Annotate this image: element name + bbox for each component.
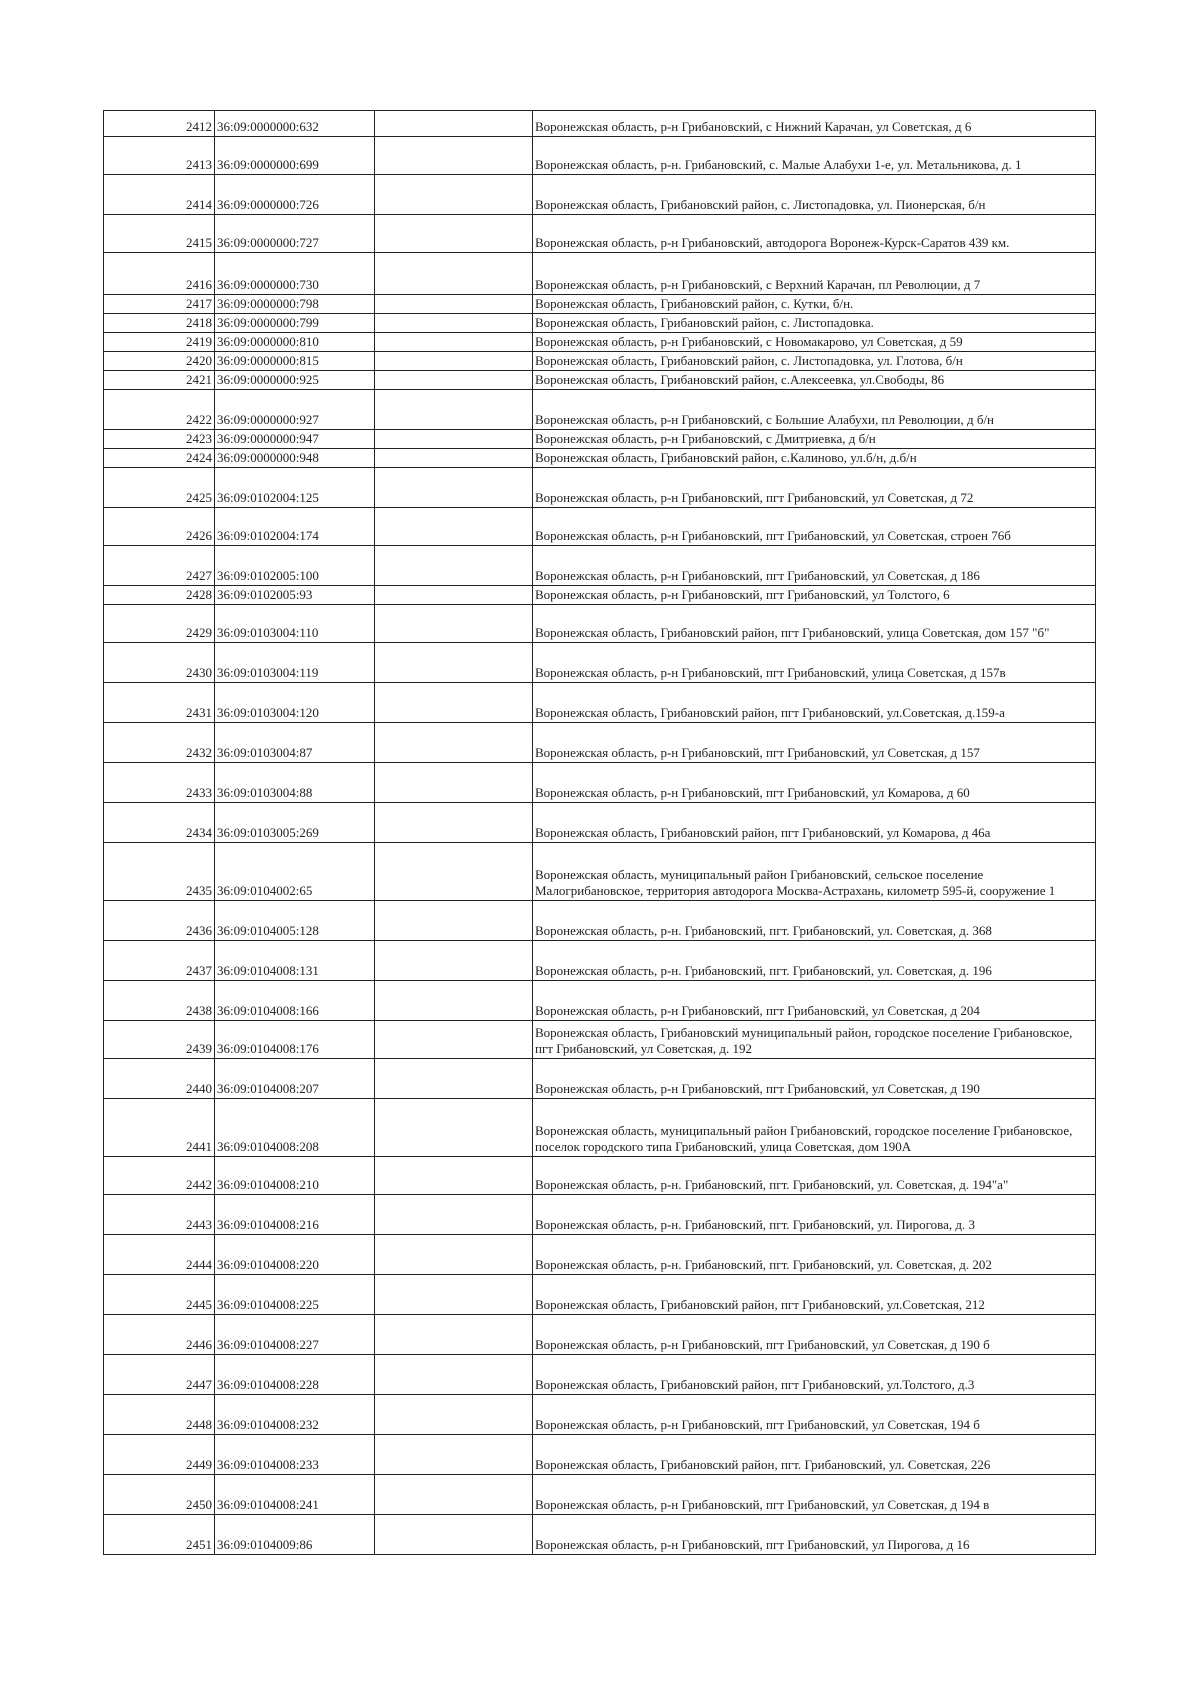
- empty-cell: [375, 901, 533, 941]
- address-cell: Воронежская область, Грибановский район, пгт. Грибановский, ул. Советская, 226: [533, 1435, 1096, 1475]
- empty-cell: [375, 371, 533, 390]
- cadastral-number-cell: 36:09:0103004:87: [215, 723, 375, 763]
- cadastral-number-cell: 36:09:0104009:86: [215, 1515, 375, 1555]
- row-number-cell: 2444: [104, 1235, 215, 1275]
- cadastral-number-cell: 36:09:0000000:727: [215, 215, 375, 253]
- cadastral-number-cell: 36:09:0102005:93: [215, 586, 375, 605]
- table-row: [104, 1435, 1096, 1475]
- cadastral-number-cell: 36:09:0103004:88: [215, 763, 375, 803]
- address-cell: Воронежская область, р-н Грибановский, пгт Грибановский, ул Советская, д 157: [533, 723, 1096, 763]
- empty-cell: [375, 803, 533, 843]
- empty-cell: [375, 430, 533, 449]
- table-row: [104, 763, 1096, 803]
- row-number-cell: 2435: [104, 843, 215, 901]
- address-cell: Воронежская область, р-н. Грибановский, пгт. Грибановский, ул. Пирогова, д. 3: [533, 1195, 1096, 1235]
- table-row: [104, 1355, 1096, 1395]
- address-cell: Воронежская область, муниципальный район Грибановский, сельское поселение Малогрибановское, территория автодорога Москва-Астрахань, километр 595-й, сооружение 1: [533, 843, 1096, 901]
- empty-cell: [375, 941, 533, 981]
- address-cell: Воронежская область, р-н Грибановский, с Нижний Карачан, ул Советская, д 6: [533, 111, 1096, 137]
- table-row: [104, 253, 1096, 295]
- empty-cell: [375, 1395, 533, 1435]
- address-cell: Воронежская область, р-н Грибановский, пгт Грибановский, ул Советская, д 204: [533, 981, 1096, 1021]
- address-cell: Воронежская область, р-н Грибановский, пгт Грибановский, ул Советская, строен 76б: [533, 508, 1096, 546]
- row-number-cell: 2451: [104, 1515, 215, 1555]
- row-number-cell: 2423: [104, 430, 215, 449]
- row-number-cell: 2440: [104, 1059, 215, 1099]
- empty-cell: [375, 1515, 533, 1555]
- empty-cell: [375, 763, 533, 803]
- empty-cell: [375, 295, 533, 314]
- row-number-cell: 2413: [104, 137, 215, 175]
- cadastral-number-cell: 36:09:0102005:100: [215, 546, 375, 586]
- row-number-cell: 2430: [104, 643, 215, 683]
- row-number-cell: 2442: [104, 1157, 215, 1195]
- table-row: [104, 843, 1096, 901]
- cadastral-number-cell: 36:09:0000000:730: [215, 253, 375, 295]
- address-cell: Воронежская область, муниципальный район Грибановский, городское поселение Грибановское, поселок городского типа Грибановский, улица Советская, дом 190А: [533, 1099, 1096, 1157]
- empty-cell: [375, 723, 533, 763]
- cadastral-number-cell: 36:09:0104008:233: [215, 1435, 375, 1475]
- table-row: [104, 352, 1096, 371]
- empty-cell: [375, 586, 533, 605]
- table-row: [104, 1275, 1096, 1315]
- cadastral-number-cell: 36:09:0000000:798: [215, 295, 375, 314]
- cadastral-number-cell: 36:09:0000000:815: [215, 352, 375, 371]
- table-row: [104, 1099, 1096, 1157]
- table-row: [104, 683, 1096, 723]
- address-cell: Воронежская область, Грибановский район, с.Калиново, ул.б/н, д.б/н: [533, 449, 1096, 468]
- empty-cell: [375, 390, 533, 430]
- table-row: [104, 941, 1096, 981]
- table-row: [104, 175, 1096, 215]
- cadastral-number-cell: 36:09:0000000:948: [215, 449, 375, 468]
- empty-cell: [375, 1475, 533, 1515]
- table-row: [104, 546, 1096, 586]
- empty-cell: [375, 981, 533, 1021]
- address-cell: Воронежская область, р-н. Грибановский, пгт. Грибановский, ул. Советская, д. 194"а": [533, 1157, 1096, 1195]
- empty-cell: [375, 1195, 533, 1235]
- empty-cell: [375, 546, 533, 586]
- address-cell: Воронежская область, Грибановский район, с.Алексеевка, ул.Свободы, 86: [533, 371, 1096, 390]
- table-row: [104, 314, 1096, 333]
- table-row: [104, 449, 1096, 468]
- table-row: [104, 137, 1096, 175]
- table-row: [104, 1195, 1096, 1235]
- row-number-cell: 2422: [104, 390, 215, 430]
- row-number-cell: 2449: [104, 1435, 215, 1475]
- row-number-cell: 2425: [104, 468, 215, 508]
- cadastral-number-cell: 36:09:0000000:810: [215, 333, 375, 352]
- table-row: [104, 1235, 1096, 1275]
- cadastral-number-cell: 36:09:0104008:166: [215, 981, 375, 1021]
- cadastral-number-cell: 36:09:0104008:207: [215, 1059, 375, 1099]
- address-cell: Воронежская область, Грибановский муниципальный район, городское поселение Грибановское, пгт Грибановский, ул Советская, д. 192: [533, 1021, 1096, 1059]
- address-cell: Воронежская область, р-н Грибановский, автодорога Воронеж-Курск-Саратов 439 км.: [533, 215, 1096, 253]
- row-number-cell: 2437: [104, 941, 215, 981]
- row-number-cell: 2419: [104, 333, 215, 352]
- empty-cell: [375, 643, 533, 683]
- table-row: [104, 1395, 1096, 1435]
- row-number-cell: 2414: [104, 175, 215, 215]
- row-number-cell: 2427: [104, 546, 215, 586]
- cadastral-number-cell: 36:09:0000000:799: [215, 314, 375, 333]
- table-row: [104, 468, 1096, 508]
- address-cell: Воронежская область, Грибановский район, пгт Грибановский, ул.Советская, 212: [533, 1275, 1096, 1315]
- cadastral-number-cell: 36:09:0103004:110: [215, 605, 375, 643]
- table-row: [104, 333, 1096, 352]
- table-row: [104, 1021, 1096, 1059]
- cadastral-number-cell: 36:09:0102004:125: [215, 468, 375, 508]
- row-number-cell: 2416: [104, 253, 215, 295]
- table-row: [104, 430, 1096, 449]
- address-cell: Воронежская область, р-н Грибановский, пгт Грибановский, ул Толстого, 6: [533, 586, 1096, 605]
- row-number-cell: 2434: [104, 803, 215, 843]
- empty-cell: [375, 508, 533, 546]
- address-cell: Воронежская область, р-н. Грибановский, пгт. Грибановский, ул. Советская, д. 196: [533, 941, 1096, 981]
- empty-cell: [375, 1435, 533, 1475]
- table-row: [104, 111, 1096, 137]
- cadastral-number-cell: 36:09:0104008:220: [215, 1235, 375, 1275]
- cadastral-number-cell: 36:09:0000000:947: [215, 430, 375, 449]
- empty-cell: [375, 468, 533, 508]
- address-cell: Воронежская область, р-н Грибановский, пгт Грибановский, ул Комарова, д 60: [533, 763, 1096, 803]
- row-number-cell: 2441: [104, 1099, 215, 1157]
- empty-cell: [375, 111, 533, 137]
- cadastral-number-cell: 36:09:0000000:925: [215, 371, 375, 390]
- empty-cell: [375, 175, 533, 215]
- row-number-cell: 2450: [104, 1475, 215, 1515]
- cadastral-number-cell: 36:09:0000000:927: [215, 390, 375, 430]
- empty-cell: [375, 1157, 533, 1195]
- empty-cell: [375, 843, 533, 901]
- empty-cell: [375, 1235, 533, 1275]
- table-row: [104, 723, 1096, 763]
- address-cell: Воронежская область, Грибановский район, с. Листопадовка, ул. Глотова, б/н: [533, 352, 1096, 371]
- row-number-cell: 2418: [104, 314, 215, 333]
- row-number-cell: 2439: [104, 1021, 215, 1059]
- table-row: [104, 1515, 1096, 1555]
- table-row: [104, 508, 1096, 546]
- row-number-cell: 2436: [104, 901, 215, 941]
- address-cell: Воронежская область, Грибановский район, с. Листопадовка, ул. Пионерская, б/н: [533, 175, 1096, 215]
- table-row: [104, 1315, 1096, 1355]
- row-number-cell: 2412: [104, 111, 215, 137]
- address-cell: Воронежская область, р-н. Грибановский, пгт. Грибановский, ул. Советская, д. 368: [533, 901, 1096, 941]
- table-row: [104, 901, 1096, 941]
- cadastral-number-cell: 36:09:0104008:227: [215, 1315, 375, 1355]
- row-number-cell: 2415: [104, 215, 215, 253]
- empty-cell: [375, 333, 533, 352]
- cadastral-number-cell: 36:09:0104008:225: [215, 1275, 375, 1315]
- address-cell: Воронежская область, р-н Грибановский, с Верхний Карачан, пл Революции, д 7: [533, 253, 1096, 295]
- row-number-cell: 2420: [104, 352, 215, 371]
- table-row: [104, 803, 1096, 843]
- cadastral-number-cell: 36:09:0103005:269: [215, 803, 375, 843]
- empty-cell: [375, 215, 533, 253]
- row-number-cell: 2445: [104, 1275, 215, 1315]
- empty-cell: [375, 1315, 533, 1355]
- cadastral-number-cell: 36:09:0104008:210: [215, 1157, 375, 1195]
- cadastral-number-cell: 36:09:0104008:241: [215, 1475, 375, 1515]
- address-cell: Воронежская область, Грибановский район, с. Кутки, б/н.: [533, 295, 1096, 314]
- empty-cell: [375, 1059, 533, 1099]
- address-cell: Воронежская область, р-н Грибановский, пгт Грибановский, улица Советская, д 157в: [533, 643, 1096, 683]
- cadastral-number-cell: 36:09:0104008:208: [215, 1099, 375, 1157]
- row-number-cell: 2447: [104, 1355, 215, 1395]
- address-cell: Воронежская область, р-н Грибановский, пгт Грибановский, ул Советская, д 190: [533, 1059, 1096, 1099]
- cadastral-number-cell: 36:09:0104002:65: [215, 843, 375, 901]
- table-row: [104, 1475, 1096, 1515]
- table-row: [104, 215, 1096, 253]
- address-cell: Воронежская область, р-н Грибановский, с Новомакарово, ул Советская, д 59: [533, 333, 1096, 352]
- row-number-cell: 2443: [104, 1195, 215, 1235]
- cadastral-number-cell: 36:09:0103004:119: [215, 643, 375, 683]
- table-row: [104, 1157, 1096, 1195]
- cadastral-number-cell: 36:09:0102004:174: [215, 508, 375, 546]
- cadastral-number-cell: 36:09:0104008:228: [215, 1355, 375, 1395]
- row-number-cell: 2433: [104, 763, 215, 803]
- cadastral-number-cell: 36:09:0103004:120: [215, 683, 375, 723]
- table-row: [104, 1059, 1096, 1099]
- registry-table-body: [104, 111, 1096, 1555]
- empty-cell: [375, 253, 533, 295]
- row-number-cell: 2417: [104, 295, 215, 314]
- address-cell: Воронежская область, Грибановский район, пгт Грибановский, ул.Толстого, д.3: [533, 1355, 1096, 1395]
- address-cell: Воронежская область, р-н Грибановский, пгт Грибановский, ул Советская, д 72: [533, 468, 1096, 508]
- address-cell: Воронежская область, р-н Грибановский, пгт Грибановский, ул Советская, 194 б: [533, 1395, 1096, 1435]
- table-row: [104, 586, 1096, 605]
- row-number-cell: 2446: [104, 1315, 215, 1355]
- row-number-cell: 2429: [104, 605, 215, 643]
- row-number-cell: 2448: [104, 1395, 215, 1435]
- cadastral-number-cell: 36:09:0000000:726: [215, 175, 375, 215]
- address-cell: Воронежская область, р-н Грибановский, пгт Грибановский, ул Советская, д 186: [533, 546, 1096, 586]
- table-row: [104, 371, 1096, 390]
- empty-cell: [375, 137, 533, 175]
- address-cell: Воронежская область, Грибановский район, пгт Грибановский, улица Советская, дом 157 "б": [533, 605, 1096, 643]
- row-number-cell: 2421: [104, 371, 215, 390]
- address-cell: Воронежская область, р-н Грибановский, с Большие Алабухи, пл Революции, д б/н: [533, 390, 1096, 430]
- table-row: [104, 643, 1096, 683]
- row-number-cell: 2438: [104, 981, 215, 1021]
- empty-cell: [375, 1099, 533, 1157]
- row-number-cell: 2431: [104, 683, 215, 723]
- cadastral-number-cell: 36:09:0000000:699: [215, 137, 375, 175]
- cadastral-number-cell: 36:09:0104008:232: [215, 1395, 375, 1435]
- empty-cell: [375, 1021, 533, 1059]
- table-row: [104, 605, 1096, 643]
- row-number-cell: 2426: [104, 508, 215, 546]
- empty-cell: [375, 352, 533, 371]
- address-cell: Воронежская область, р-н. Грибановский, пгт. Грибановский, ул. Советская, д. 202: [533, 1235, 1096, 1275]
- empty-cell: [375, 1275, 533, 1315]
- empty-cell: [375, 605, 533, 643]
- table-row: [104, 295, 1096, 314]
- empty-cell: [375, 449, 533, 468]
- address-cell: Воронежская область, р-н Грибановский, с Дмитриевка, д б/н: [533, 430, 1096, 449]
- cadastral-number-cell: 36:09:0104008:216: [215, 1195, 375, 1235]
- cadastral-number-cell: 36:09:0104008:176: [215, 1021, 375, 1059]
- address-cell: Воронежская область, р-н Грибановский, пгт Грибановский, ул Советская, д 190 б: [533, 1315, 1096, 1355]
- registry-table: [103, 110, 1096, 1555]
- cadastral-number-cell: 36:09:0104008:131: [215, 941, 375, 981]
- row-number-cell: 2428: [104, 586, 215, 605]
- address-cell: Воронежская область, Грибановский район, с. Листопадовка.: [533, 314, 1096, 333]
- address-cell: Воронежская область, р-н. Грибановский, с. Малые Алабухи 1-е, ул. Метальникова, д. 1: [533, 137, 1096, 175]
- cadastral-number-cell: 36:09:0104005:128: [215, 901, 375, 941]
- row-number-cell: 2432: [104, 723, 215, 763]
- address-cell: Воронежская область, Грибановский район, пгт Грибановский, ул Комарова, д 46а: [533, 803, 1096, 843]
- empty-cell: [375, 314, 533, 333]
- empty-cell: [375, 1355, 533, 1395]
- table-row: [104, 390, 1096, 430]
- address-cell: Воронежская область, р-н Грибановский, пгт Грибановский, ул Пирогова, д 16: [533, 1515, 1096, 1555]
- address-cell: Воронежская область, р-н Грибановский, пгт Грибановский, ул Советская, д 194 в: [533, 1475, 1096, 1515]
- empty-cell: [375, 683, 533, 723]
- row-number-cell: 2424: [104, 449, 215, 468]
- address-cell: Воронежская область, Грибановский район, пгт Грибановский, ул.Советская, д.159-а: [533, 683, 1096, 723]
- cadastral-number-cell: 36:09:0000000:632: [215, 111, 375, 137]
- table-row: [104, 981, 1096, 1021]
